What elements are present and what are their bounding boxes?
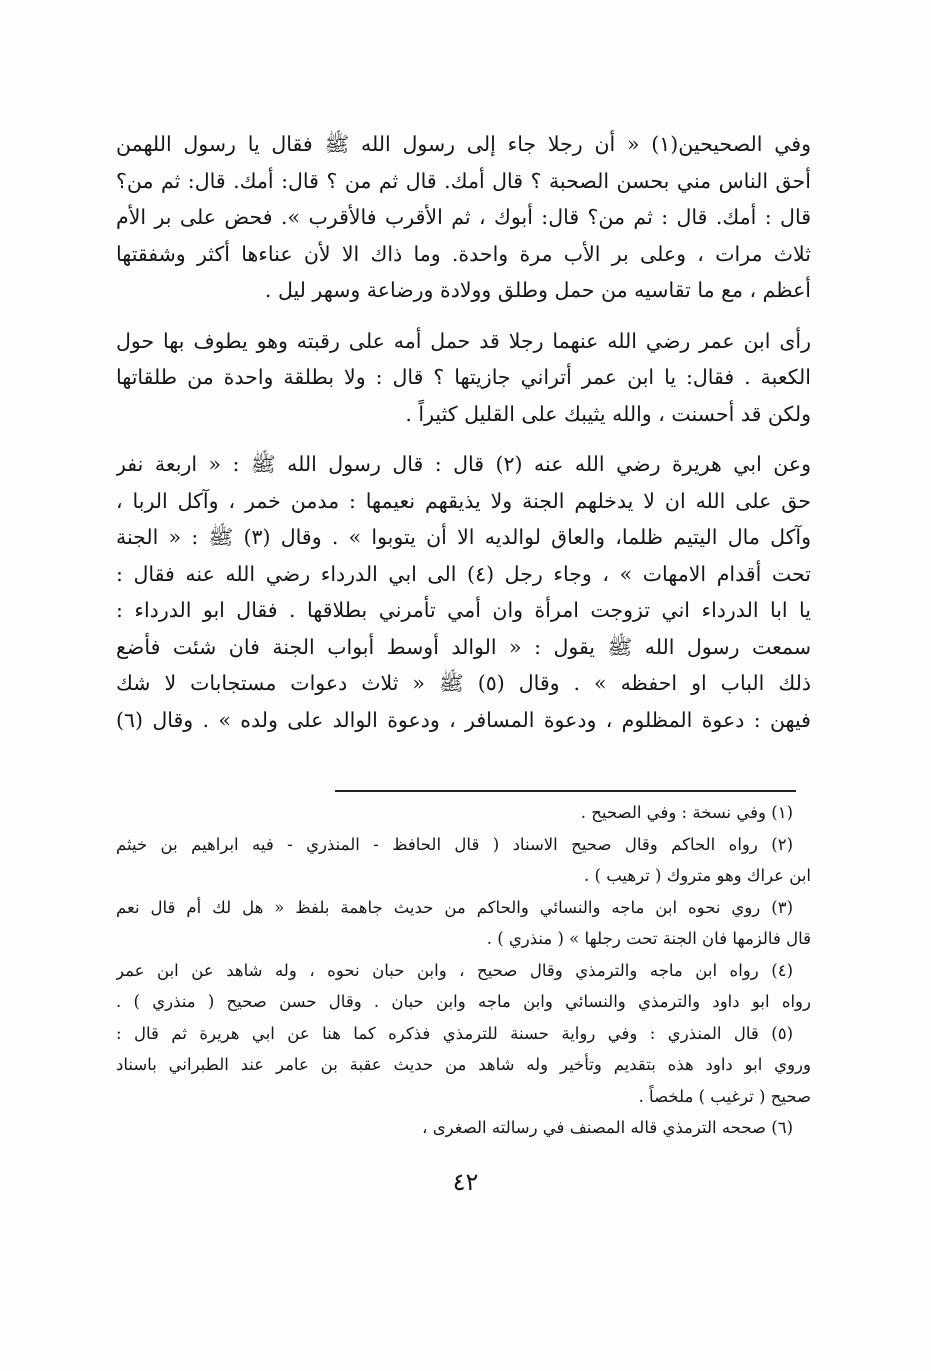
main-text: [116, 126, 811, 738]
text-line: الكعبة . فقال: يا ابن عمر أتراني جازيتها ؟ قال : ولا بطلقة واحدة من طلقاتها: [116, 365, 811, 389]
text-line: ذلك الباب او احفظه » . وقال (٥) ﷺ « ثلاث دعوات مستجابات لا شك: [116, 671, 811, 695]
footnote-separator: [335, 790, 796, 792]
footnote-line: (٣) روي نحوه ابن ماجه والنسائي والحاكم من حديث جاهمة بلفظ « هل لك أم قال نعم: [116, 897, 793, 917]
text-line: وفي الصحيحين(١) « أن رجلا جاء إلى رسول الله ﷺ فقال يا رسول اللهمن: [116, 132, 811, 156]
footnote-line: قال فالزمها فان الجنة تحت رجلها » ( منذري ) .: [486, 929, 811, 948]
footnote-line: وروي ابو داود هذه بتقديم وتأخير وله شاهد من حديث عقبة بن عامر عند الطبراني باسناد: [116, 1055, 811, 1074]
footnote-line: (٦) صححه الترمذي قاله المصنف في رسالته الصغرى ،: [422, 1118, 793, 1137]
footnote-line: صحيح ( ترغيب ) ملخصاً .: [638, 1086, 811, 1106]
text-line: رأى ابن عمر رضي الله عنهما رجلا قد حمل أمه على رقبته وهو يطوف بها حول: [116, 328, 811, 353]
text-line: وعن ابي هريرة رضي الله عنه (٢) قال : قال رسول الله ﷺ : « اربعة نفر: [116, 452, 811, 476]
footnote-line: (١) وفي نسخة : وفي الصحيح .: [580, 803, 793, 822]
text-line: يا ابا الدرداء اني تزوجت امرأة وان أمي تأمرني بطلاقها . فقال ابو الدرداء :: [116, 598, 811, 622]
footnote-line: (٥) قال المنذري : وفي رواية حسنة للترمذي فذكره كما هنا عن ابي هريرة ثم قال :: [116, 1023, 793, 1043]
text-line: وآكل مال اليتيم ظلما، والعاق لوالديه الا أن يتوبوا » . وقال (٣) ﷺ : « الجنة: [116, 525, 811, 549]
footnote-line: ابن عراك وهو متروك ( ترهيب ) .: [584, 866, 811, 885]
footnote-line: (٢) رواه الحاكم وقال صحيح الاسناد ( قال الحافظ - المنذري - فيه ابراهيم بن خيثم: [116, 834, 793, 854]
footnotes: [116, 797, 811, 1144]
page-number: ٤٢: [452, 1168, 479, 1196]
footnote-line: (٤) رواه ابن ماجه والترمذي وقال صحيح ، وابن حبان نحوه ، وله شاهد عن ابن عمر: [116, 960, 793, 980]
text-line: قال : أمك. قال : ثم من؟ قال: أبوك ، ثم الأقرب فالأقرب ». فحض على بر الأم: [116, 205, 811, 229]
footnote-line: رواه ابو داود والترمذي والنسائي وابن ماجه وابن حبان . وقال حسن صحيح ( منذري ) .: [116, 992, 811, 1011]
text-line: سمعت رسول الله ﷺ يقول : « الوالد أوسط أبواب الجنة فان شئت فأضع: [116, 634, 811, 659]
text-line: تحت أقدام الامهات » ، وجاء رجل (٤) الى ابي الدرداء رضي الله عنه فقال :: [116, 561, 811, 586]
text-line: أعظم ، مع ما تقاسيه من حمل وطلق وولادة ورضاعة وسهر ليل .: [264, 278, 811, 302]
text-line: أحق الناس مني بحسن الصحبة ؟ قال أمك. قال ثم من ؟ قال: أمك. قال: ثم من؟: [116, 168, 811, 193]
text-line: ولكن قد أحسنت ، والله يثيبك على القليل كثيراً .: [405, 401, 811, 426]
text-line: حق على الله ان لا يدخلهم الجنة ولا يذيقهم نعيمها : مدمن خمر ، وآكل الربا ،: [116, 488, 811, 513]
text-line: ثلاث مرات ، وعلى بر الأب مرة واحدة. وما ذاك الا لأن عناءها أكثر وشفقتها: [116, 241, 811, 266]
text-line: فيهن : دعوة المظلوم ، ودعوة المسافر ، ودعوة الوالد على ولده » . وقال (٦): [116, 707, 811, 732]
paragraph: [116, 323, 811, 433]
paragraph: [116, 446, 811, 738]
paragraph: [116, 126, 811, 309]
